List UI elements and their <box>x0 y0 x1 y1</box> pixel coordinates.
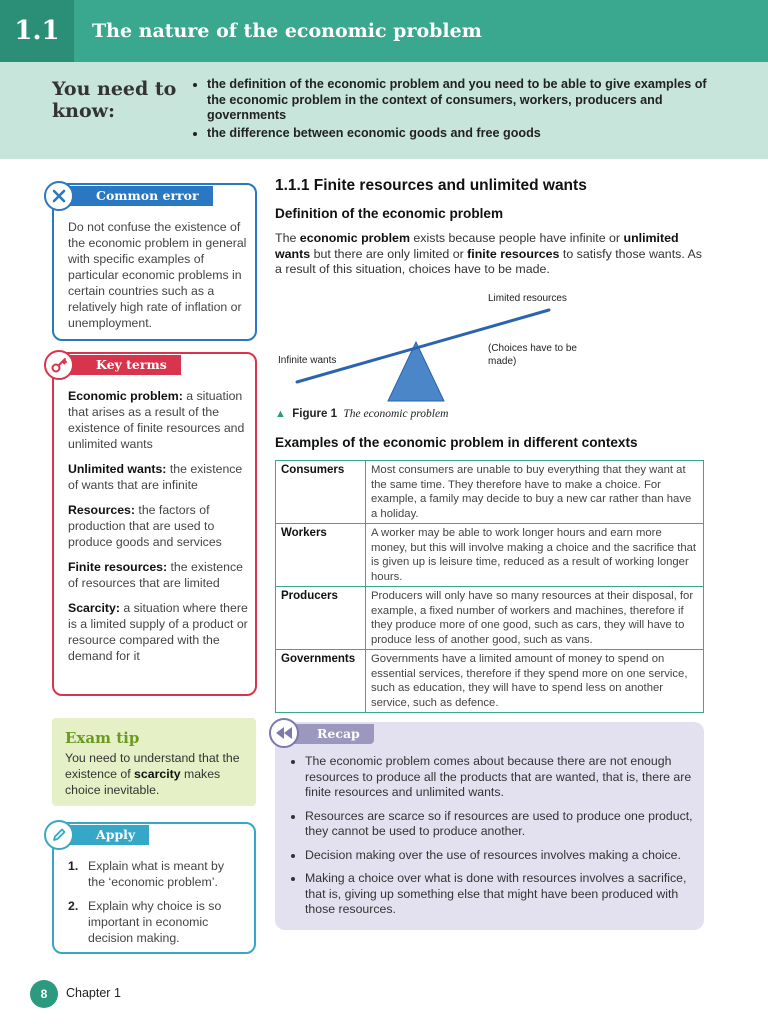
table-cell-context: Producers <box>276 587 366 650</box>
text-run: exists because people have infinite or <box>409 231 624 245</box>
table-row <box>276 461 704 524</box>
key-term-entry <box>68 461 248 493</box>
figure-caption-text: The economic problem <box>343 408 449 420</box>
list-item: • the definition of the economic problem and you need to be able to give examples of the economic problem in the context of consumers, workers, producers and governments <box>207 77 727 124</box>
figure-label-infinite-wants: Infinite wants <box>278 355 337 366</box>
apply-title: Apply <box>68 825 149 845</box>
key-term-definition: a situation that arises as a result of the existence of finite resources and unlimited wants <box>68 389 245 451</box>
subheading: Definition of the economic problem <box>275 206 504 221</box>
rewind-icon <box>269 718 299 748</box>
section-number: 1.1 <box>0 0 74 62</box>
x-cross-icon <box>44 181 74 211</box>
key-term-definition: the existence of wants that are infinite <box>68 462 243 492</box>
common-error-text: Do not confuse the existence of the economic problem in general with specific examples of particular economic problems in certain countries such as a relatively high rate of inflation or unemployment. <box>68 220 247 330</box>
exam-tip-box <box>52 718 256 806</box>
bold-term: finite resources <box>467 246 560 261</box>
figure-number: Figure 1 <box>292 408 338 420</box>
key-term: Unlimited wants: <box>68 462 167 476</box>
common-error-title: Common error <box>68 186 213 206</box>
recap-title: Recap <box>289 724 374 744</box>
table-cell-text: Most consumers are unable to buy everything that they want at the same time. They therefore have to make a choice. For example, a family may decide to buy a new car rather than have a holiday. <box>366 461 704 524</box>
key-term-entry <box>68 502 248 550</box>
list-item <box>68 898 244 946</box>
key-term-entry <box>68 559 248 591</box>
table-cell-context: Governments <box>276 650 366 713</box>
figure-label-limited-resources: Limited resources <box>488 293 567 304</box>
list-item <box>68 858 244 890</box>
table-row <box>276 650 704 713</box>
you-need-to-know-label: You need to know: <box>52 78 177 122</box>
table-row <box>276 524 704 587</box>
chapter-label: Chapter 1 <box>66 986 121 1000</box>
list-item: • Making a choice over what is done with resources involves a sacrifice, that is, giving up something else that might have been produced with those resources. <box>305 871 700 918</box>
recap-list <box>289 754 700 926</box>
pencil-icon <box>44 820 74 850</box>
list-item: • Resources are scarce so if resources are used to produce one product, they cannot be used to produce another. <box>305 809 700 840</box>
key-icon <box>44 350 74 380</box>
you-need-to-know-panel <box>0 62 768 159</box>
key-term-entry <box>68 600 248 664</box>
you-need-to-know-list <box>190 77 727 143</box>
examples-heading: Examples of the economic problem in different contexts <box>275 435 638 450</box>
table-cell-text: Governments have a limited amount of money to spend on essential services, therefore if they spend more on one service, such as education, they will have to spend less on another service, such as defence. <box>366 650 704 713</box>
table-cell-context: Consumers <box>276 461 366 524</box>
key-term: Finite resources: <box>68 560 168 574</box>
table-cell-context: Workers <box>276 524 366 587</box>
key-term: Resources: <box>68 503 135 517</box>
economic-problem-figure <box>275 290 705 402</box>
list-item: • The economic problem comes about because there are not enough resources to produce all the products that are wanted, that is, there are finite resources and unlimited wants. <box>305 754 700 801</box>
exam-tip-text-part: You need to understand that the existence of <box>65 751 240 781</box>
text-run: The <box>275 231 300 245</box>
figure-label-choices: (Choices have to be made) <box>488 343 577 367</box>
figure-caption <box>275 408 448 420</box>
section-header <box>0 0 768 62</box>
page-number: 8 <box>30 980 58 1008</box>
list-item: • Decision making over the use of resources involves making a choice. <box>305 848 700 864</box>
table-cell-text: Producers will only have so many resources at their disposal, for example, a fixed number of workers and machines, therefore if they produce more of one good, such as cars, they will have to produce less of another good, such as vans. <box>366 587 704 650</box>
recap-box <box>275 722 704 930</box>
key-term-definition: a situation where there is a limited supply of a product or resource compared with the demand for it <box>68 601 248 663</box>
examples-table <box>275 460 704 713</box>
fulcrum-triangle <box>388 342 444 401</box>
list-item: • the difference between economic goods and free goods <box>207 126 727 142</box>
table-row <box>276 587 704 650</box>
key-term: Economic problem: <box>68 389 183 403</box>
bold-term: unlimited wants <box>275 231 679 261</box>
apply-questions <box>68 858 244 954</box>
exam-tip-bold: scarcity <box>134 767 181 781</box>
exam-tip-text <box>65 750 245 798</box>
section-heading: 1.1.1 Finite resources and unlimited wants <box>275 177 587 194</box>
exam-tip-title: Exam tip <box>65 729 140 747</box>
triangle-marker-icon: ▲ <box>275 408 286 420</box>
apply-box <box>52 822 256 954</box>
question-text: Explain what is meant by the ‘economic problem’. <box>88 859 225 889</box>
section-title: The nature of the economic problem <box>92 20 482 42</box>
question-number: 1. <box>68 859 79 873</box>
question-number: 2. <box>68 899 79 913</box>
table-cell-text: A worker may be able to work longer hours and earn more money, but this will involve making a choice and the sacrifice that is given up is leisure time, reduced as a result of working longer hours. <box>366 524 704 587</box>
definition-paragraph <box>275 231 705 278</box>
common-error-box <box>52 183 257 341</box>
question-text: Explain why choice is so important in economic decision making. <box>88 899 222 945</box>
key-term: Scarcity: <box>68 601 120 615</box>
text-run: to satisfy those wants. As a result of this situation, choices have to be made. <box>275 246 702 276</box>
key-terms-list <box>68 388 248 673</box>
bold-term: economic problem <box>299 231 410 245</box>
key-term-entry <box>68 388 248 452</box>
key-terms-box <box>52 352 257 696</box>
key-term-definition: the factors of production that are used to produce goods and services <box>68 503 222 549</box>
exam-tip-text-part: makes choice inevitable. <box>65 767 221 797</box>
key-term-definition: the existence of resources that are limited <box>68 560 243 590</box>
text-run: but there are only limited or <box>310 246 468 261</box>
key-terms-title: Key terms <box>68 355 181 375</box>
